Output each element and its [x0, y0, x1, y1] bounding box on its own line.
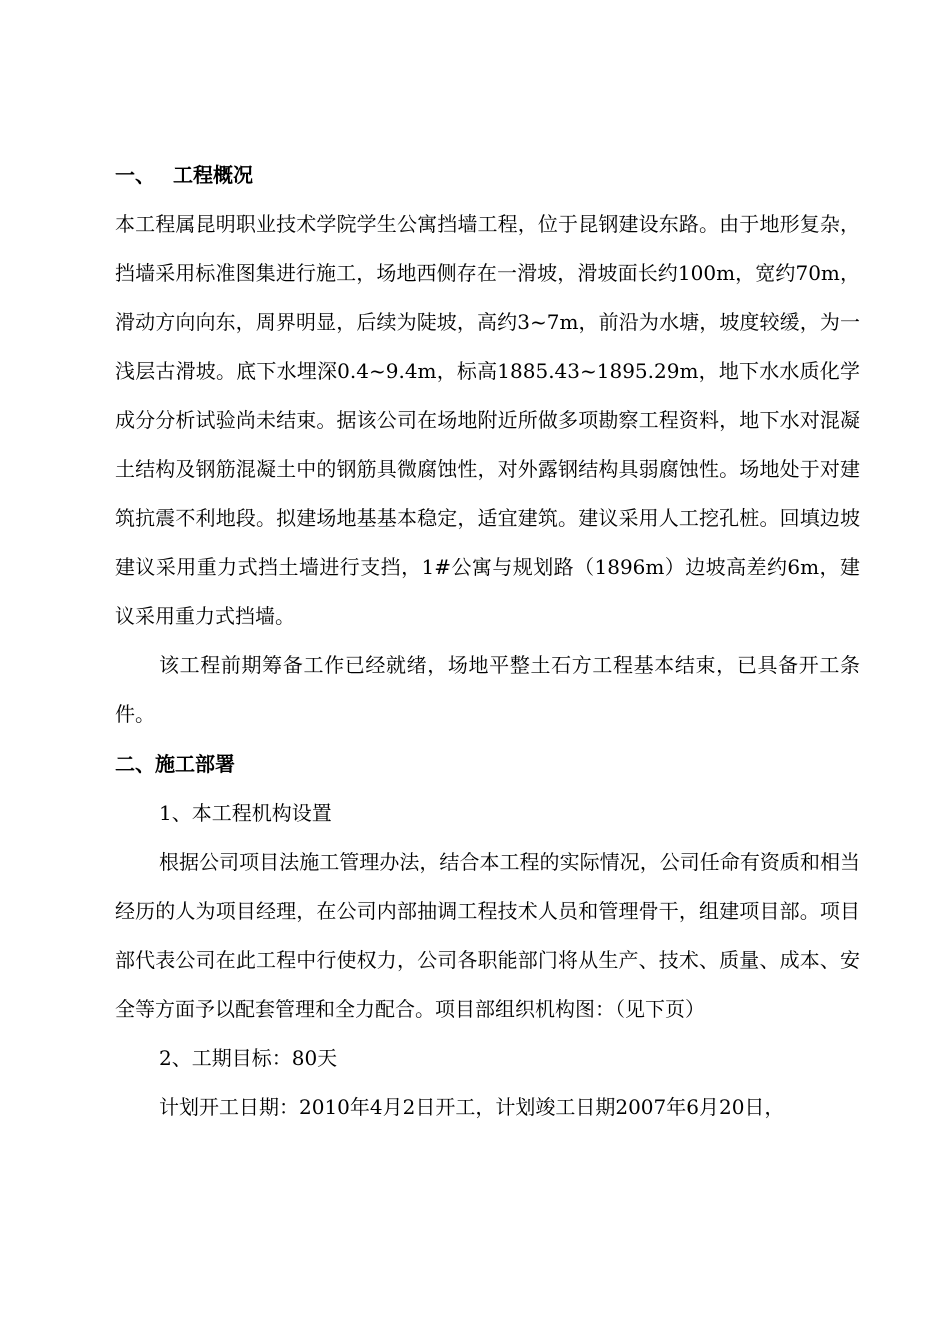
section-2-heading: 二、施工部署: [115, 752, 235, 776]
section-1-number: 一、: [115, 163, 155, 187]
item-2-title: 2、工期目标：80天: [159, 1046, 338, 1070]
section-1-paragraph-1: 本工程属昆明职业技术学院学生公寓挡墙工程，位于昆钢建设东路。由于地形复杂，挡墙采用标准图集进行施工，场地西侧存在一滑坡，滑坡面长约100m，宽约70m，滑动方向向东，周界明显，后续为陡坡，高约3~7m，前沿为水塘，坡度较缓，为一浅层古滑坡。底下水埋深0.4~9.4m，标高1885.43~1895.29m，地下水水质化学成分分析试验尚未结束。据该公司在场地附近所做多项勘察工程资料，地下水对混凝土结构及钢筋混凝土中的钢筋具微腐蚀性，对外露钢结构具弱腐蚀性。场地处于对建筑抗震不利地段。拟建场地基基本稳定，适宜建筑。建议采用人工挖孔桩。回填边坡建议采用重力式挡土墙进行支挡，1#公寓与规划路（1896m）边坡高差约6m，建议采用重力式挡墙。: [115, 212, 860, 628]
section-1-heading: [115, 150, 860, 200]
item-2-paragraph: 计划开工日期：2010年4月2日开工，计划竣工日期2007年6月20日，: [159, 1095, 785, 1119]
section-1-title: 工程概况: [173, 163, 253, 187]
section-1-paragraph-2: 该工程前期筹备工作已经就绪，场地平整土石方工程基本结束，已具备开工条件。: [115, 653, 860, 726]
item-1-title: 1、本工程机构设置: [159, 801, 332, 825]
document-page: [115, 150, 860, 1132]
item-1-paragraph: 根据公司项目法施工管理办法，结合本工程的实际情况，公司任命有资质和相当经历的人为项目经理，在公司内部抽调工程技术人员和管理骨干，组建项目部。项目部代表公司在此工程中行使权力，公司各职能部门将从生产、技术、质量、成本、安全等方面予以配套管理和全力配合。项目部组织机构图：（见下页）: [115, 850, 860, 1021]
